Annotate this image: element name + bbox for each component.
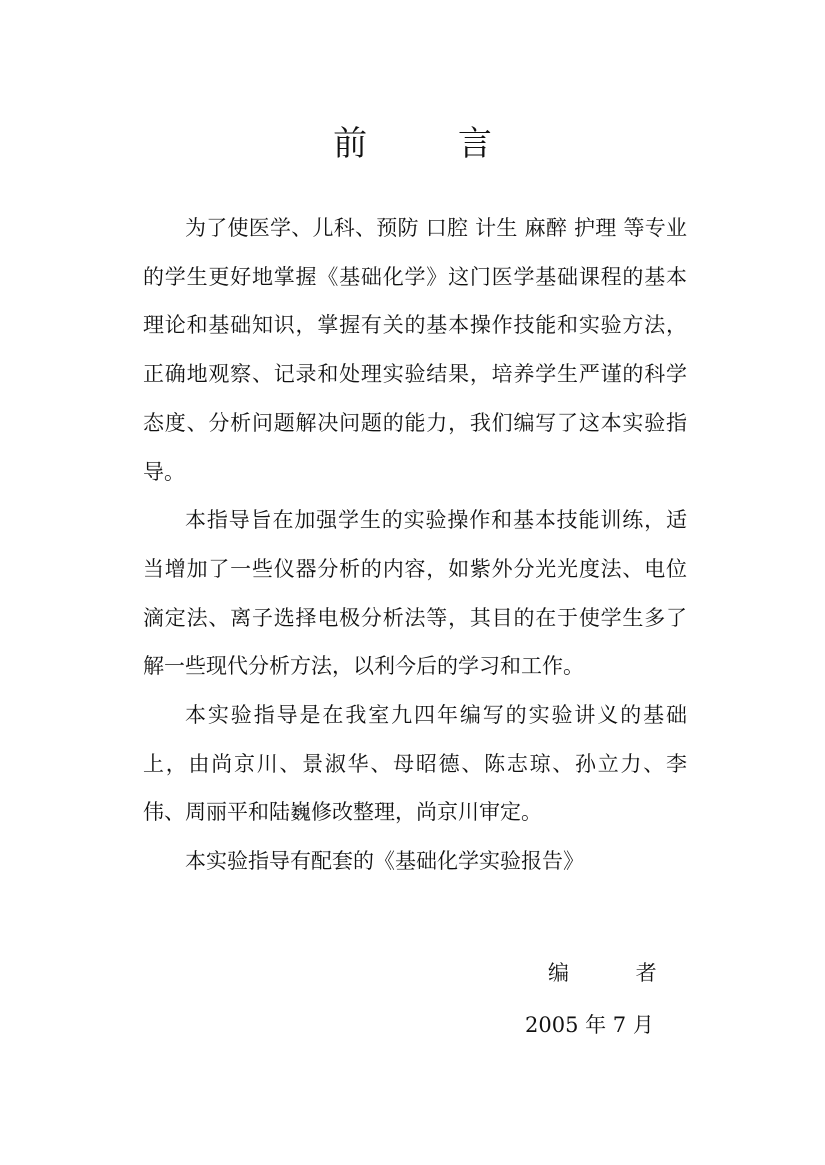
signature-date: 2005 年 7 月: [525, 1013, 654, 1037]
paragraph-2: 本指导旨在加强学生的实验操作和基本技能训练，适当增加了一些仪器分析的内容，如紫外分光光度法、电位滴定法、离子选择电极分析法等，其目的在于使学生多了解一些现代分析方法，以利今后的学习和工作。: [143, 508, 687, 679]
paragraph-3: 本实验指导是在我室九四年编写的实验讲义的基础上，由尚京川、景淑华、母昭德、陈志琼、孙立力、李伟、周丽平和陆巍修改整理，尚京川审定。: [143, 703, 687, 825]
preface-body: [143, 204, 687, 886]
paragraph-1: 为了使医学、儿科、预防 口腔 计生 麻醉 护理 等专业的学生更好地掌握《基础化学》这门医学基础课程的基本理论和基础知识，掌握有关的基本操作技能和实验方法，正确地观察、记录和处理实验结果，培养学生严谨的科学态度、分析问题解决问题的能力，我们编写了这本实验指导。: [143, 216, 687, 484]
signature-author: 编 者: [548, 961, 687, 985]
page-title: 前 言: [333, 124, 532, 164]
paragraph-4: 本实验指导有配套的《基础化学实验报告》: [185, 849, 584, 874]
